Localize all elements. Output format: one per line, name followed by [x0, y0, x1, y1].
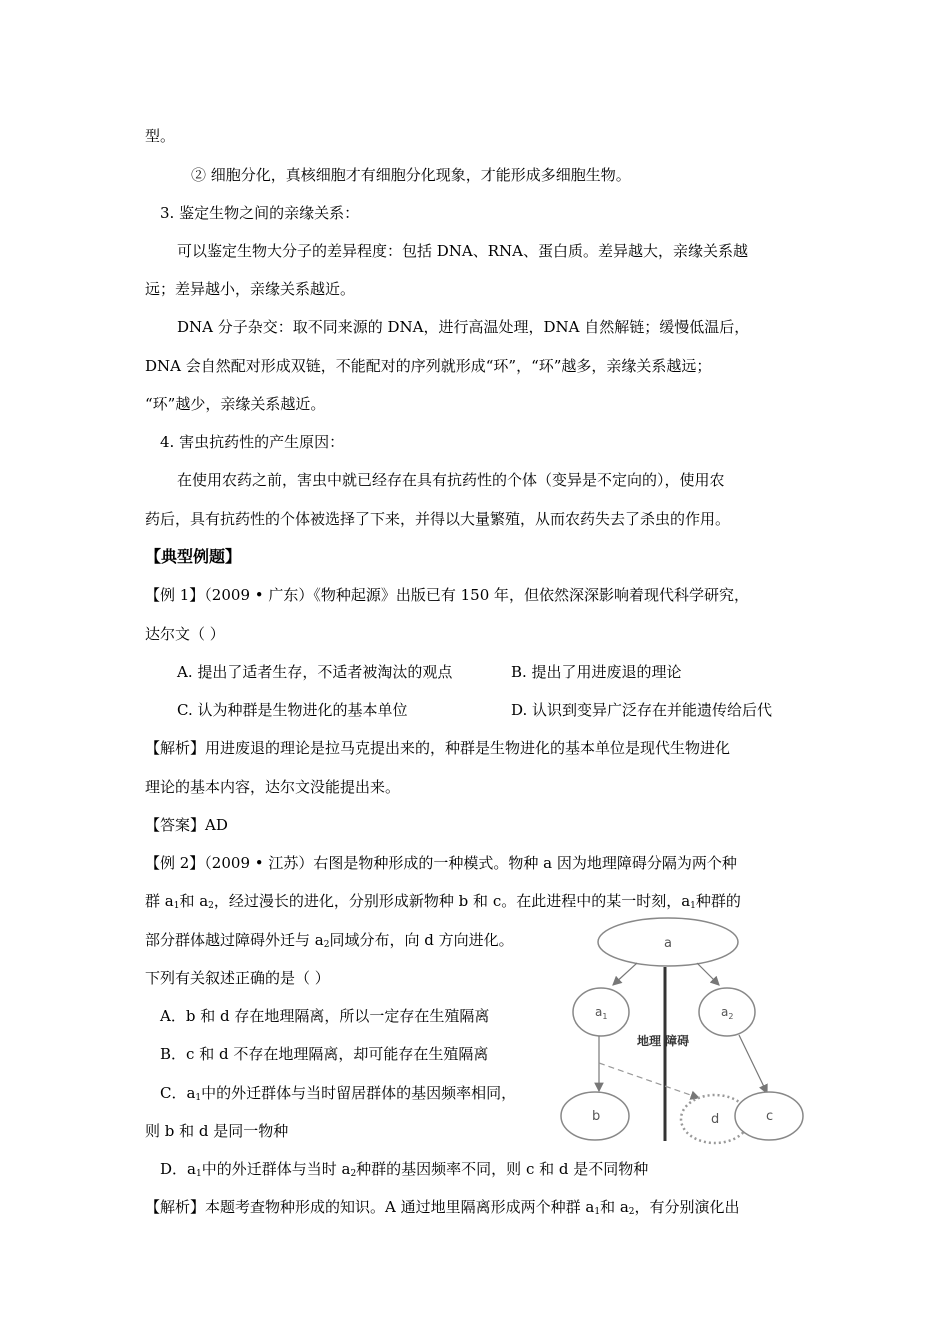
- text-line: 4. 害虫抗药性的产生原因：: [160, 433, 345, 451]
- option-c-continued: 则 b 和 d 是同一物种: [145, 1122, 289, 1140]
- speciation-diagram: [555, 915, 815, 1150]
- species-d-label: d: [711, 1112, 720, 1127]
- example1-stem: 【例 1】（2009 • 广东）《物种起源》出版已有 150 年，但依然深深影响着现代科学研究，: [145, 586, 750, 604]
- text-line: DNA 分子杂交：取不同来源的 DNA，进行高温处理，DNA 自然解链；缓慢低温后，: [177, 318, 750, 336]
- option-b: B．c 和 d 不存在地理隔离，却可能存在生殖隔离: [160, 1045, 489, 1063]
- option-c: C. 认为种群是生物进化的基本单位: [177, 701, 408, 719]
- text-line: DNA 会自然配对形成双链，不能配对的序列就形成“环”，“环”越多，亲缘关系越远；: [145, 357, 712, 375]
- analysis-text: 【解析】本题考查物种形成的知识。A 通过地里隔离形成两个种群 $a_1$和 $a_2$，有分别演化出: [145, 1198, 740, 1217]
- text-line: 型。: [145, 127, 176, 145]
- text-line: 远；差异越小，亲缘关系越近。: [145, 280, 356, 298]
- barrier-label: 地理 障碍: [637, 1034, 690, 1048]
- option-b: B. 提出了用进废退的理论: [511, 663, 682, 681]
- species-b-label: b: [592, 1109, 601, 1124]
- option-c: C．$a_1$中的外迁群体与当时留居群体的基因频率相同，: [160, 1084, 517, 1103]
- option-d: D．$a_1$中的外迁群体与当时 $a_2$种群的基因频率不同，则 c 和 d 是不同物种: [160, 1160, 649, 1179]
- arrow-a-to-a2: [697, 963, 719, 985]
- option-d: D. 认识到变异广泛存在并能遗传给后代: [511, 701, 773, 719]
- section-title: 【典型例题】: [145, 547, 242, 566]
- analysis-text: 理论的基本内容，达尔文没能提出来。: [145, 778, 401, 796]
- example1-stem: 达尔文（ ）: [145, 625, 225, 643]
- species-c-label: c: [766, 1109, 774, 1124]
- arrow-a2-to-c: [739, 1035, 767, 1093]
- text-line: 3. 鉴定生物之间的亲缘关系：: [160, 204, 360, 222]
- population-a1-label: $a_1$: [595, 1005, 608, 1021]
- species-a-label: a: [664, 936, 672, 951]
- text-line: 可以鉴定生物大分子的差异程度：包括 DNA、RNA、蛋白质。差异越大，亲缘关系越: [177, 242, 749, 260]
- answer-text: 【答案】AD: [145, 816, 228, 834]
- text-line: ② 细胞分化，真核细胞才有细胞分化现象，才能形成多细胞生物。: [191, 166, 631, 184]
- example2-stem: 【例 2】（2009 • 江苏）右图是物种形成的一种模式。物种 a 因为地理障碍分隔为两个种: [145, 854, 737, 872]
- option-a: A. 提出了适者生存，不适者被淘汰的观点: [177, 663, 453, 681]
- arrow-a-to-a1: [613, 963, 637, 985]
- text-line: 在使用农药之前，害虫中就已经存在具有抗药性的个体（变异是不定向的），使用农: [177, 471, 725, 489]
- text-line: 药后，具有抗药性的个体被选择了下来，并得以大量繁殖，从而农药失去了杀虫的作用。: [145, 510, 731, 528]
- example2-question: 下列有关叙述正确的是（ ）: [145, 969, 330, 987]
- example2-stem: 部分群体越过障碍外迁与 $a_2$同域分布，向 d 方向进化。: [145, 931, 514, 950]
- example2-stem: 群 $a_1$和 $a_2$，经过漫长的进化，分别形成新物种 b 和 c。在此进程中的某一时刻，$a_1$种群的: [145, 892, 741, 911]
- text-line: “环”越少，亲缘关系越近。: [145, 395, 326, 413]
- population-a2-label: $a_2$: [721, 1005, 734, 1021]
- arrow-a1-to-d: [599, 1063, 699, 1098]
- option-a: A．b 和 d 存在地理隔离，所以一定存在生殖隔离: [160, 1007, 490, 1025]
- analysis-text: 【解析】用进废退的理论是拉马克提出来的，种群是生物进化的基本单位是现代生物进化: [145, 739, 731, 757]
